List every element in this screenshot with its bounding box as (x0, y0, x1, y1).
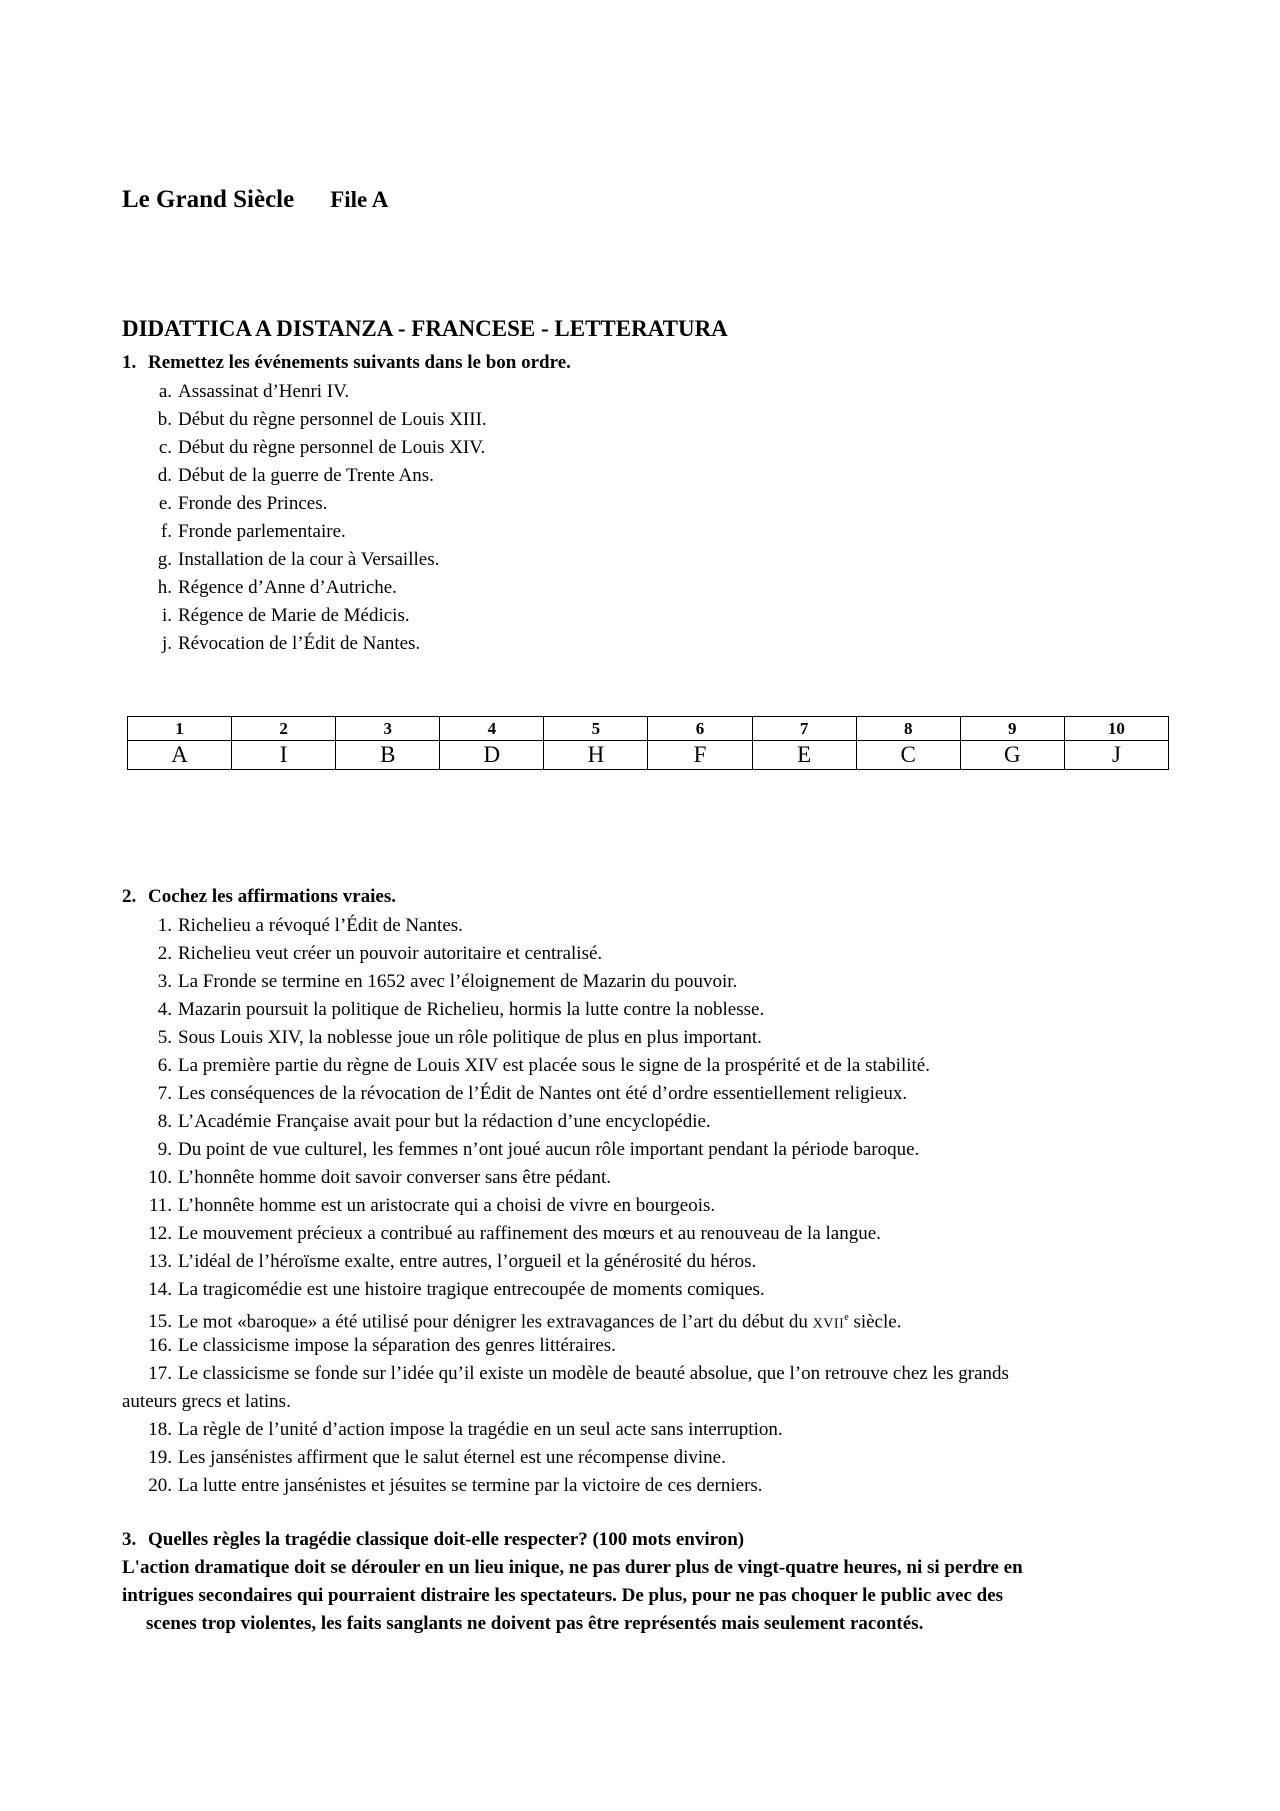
course-heading: DIDATTICA A DISTANZA - FRANCESE - LETTERATURA (122, 316, 728, 341)
item-marker: 7. (157, 1083, 172, 1104)
list-item (122, 1360, 1009, 1388)
item-marker: 9. (157, 1139, 172, 1160)
question-3-number: 3. (122, 1529, 137, 1550)
item-marker: 8. (157, 1111, 172, 1132)
item-text: La tragicomédie est une histoire tragique entrecoupée de moments comiques. (178, 1279, 765, 1300)
table-header-cell: 2 (232, 717, 336, 741)
item-marker: 6. (157, 1055, 172, 1076)
item-text: Le classicisme impose la séparation des genres littéraires. (178, 1335, 616, 1356)
list-item (122, 462, 487, 490)
item-marker: 19. (148, 1447, 172, 1468)
item-text: Les conséquences de la révocation de l’Édit de Nantes ont été d’ordre essentiellement religieux. (178, 1083, 908, 1104)
item-marker: b. (157, 409, 172, 430)
list-item (122, 912, 1009, 940)
item-text: Le mot «baroque» a été utilisé pour dénigrer les extravagances de l’art du début du (178, 1311, 813, 1333)
item-marker: g. (157, 549, 172, 570)
table-header-cell: 7 (752, 717, 856, 741)
century-superscript: e (844, 1312, 849, 1323)
list-item (122, 996, 1009, 1024)
list-item (122, 1080, 1009, 1108)
file-label: File A (330, 187, 389, 212)
list-item (122, 490, 487, 518)
item-text: Fronde parlementaire. (178, 521, 346, 542)
table-header-cell: 1 (128, 717, 232, 741)
item-text: Fronde des Princes. (178, 493, 328, 514)
item-marker: 17. (148, 1363, 172, 1384)
table-header-cell: 6 (648, 717, 752, 741)
list-item (122, 602, 487, 630)
document-title-row (122, 186, 388, 214)
table-cell: E (752, 741, 856, 770)
item-text: Régence de Marie de Médicis. (178, 605, 410, 626)
table-cell: H (544, 741, 648, 770)
item-marker: 1. (157, 915, 172, 936)
table-header-cell: 8 (856, 717, 960, 741)
item-marker: 14. (148, 1279, 172, 1300)
item-text-end: siècle. (848, 1311, 902, 1333)
item-marker: 2. (157, 943, 172, 964)
list-item (122, 1024, 1009, 1052)
item-marker: d. (157, 465, 172, 486)
question-1-events-list (122, 378, 487, 658)
item-text: La règle de l’unité d’action impose la tragédie en un seul acte sans interruption. (178, 1419, 783, 1440)
question-3-answer (122, 1554, 1182, 1638)
order-answer-table (127, 716, 1169, 770)
item-marker: 12. (148, 1223, 172, 1244)
table-header-cell: 4 (440, 717, 544, 741)
list-item (122, 1136, 1009, 1164)
list-item (122, 378, 487, 406)
century-numeral: XVII (812, 1316, 845, 1332)
question-1-number: 1. (122, 352, 137, 373)
item-marker: 4. (157, 999, 172, 1020)
question-3-text: Quelles règles la tragédie classique doit-elle respecter? (100 mots environ) (148, 1529, 745, 1550)
list-item (122, 1416, 1009, 1444)
item-text: Révocation de l’Édit de Nantes. (178, 633, 421, 654)
list-item (122, 1248, 1009, 1276)
table-cell: A (128, 741, 232, 770)
list-item (122, 1332, 1009, 1360)
table-header-cell: 10 (1064, 717, 1168, 741)
table-header-cell: 9 (960, 717, 1064, 741)
answer-line: L'action dramatique doit se dérouler en un lieu inique, ne pas durer plus de vingt-quatre heures, ni si perdre en (122, 1557, 1023, 1578)
item-marker: h. (157, 577, 172, 598)
item-marker: 13. (148, 1251, 172, 1272)
table-cell: C (856, 741, 960, 770)
item-text: Début du règne personnel de Louis XIV. (178, 437, 486, 458)
question-2-text: Cochez les affirmations vraies. (148, 886, 396, 907)
table-cell: F (648, 741, 752, 770)
document-title: Le Grand Siècle (122, 186, 295, 213)
table-cell: B (336, 741, 440, 770)
list-item (122, 546, 487, 574)
table-header-cell: 3 (336, 717, 440, 741)
table-cell: D (440, 741, 544, 770)
item-marker: f. (160, 521, 172, 542)
list-item (122, 574, 487, 602)
item-text: Le classicisme se fonde sur l’idée qu’il existe un modèle de beauté absolue, que l’on retrouve chez les grands (178, 1363, 1009, 1384)
question-2-number: 2. (122, 886, 137, 907)
question-3-prompt (122, 1529, 744, 1551)
table-cell: J (1064, 741, 1168, 770)
item-marker: a. (158, 381, 172, 402)
item-marker: 11. (148, 1195, 172, 1216)
item-marker: 16. (148, 1335, 172, 1356)
item-text: Du point de vue culturel, les femmes n’ont joué aucun rôle important pendant la période baroque. (178, 1139, 920, 1160)
item-marker: 18. (148, 1419, 172, 1440)
list-item (122, 1304, 1009, 1332)
item-marker: 15. (148, 1311, 172, 1333)
table-header-row (128, 717, 1169, 741)
answer-line: scenes trop violentes, les faits sanglants ne doivent pas être représentés mais seulement racontés. (146, 1613, 924, 1634)
table-cell: G (960, 741, 1064, 770)
item-marker: 5. (157, 1027, 172, 1048)
item-text: Mazarin poursuit la politique de Richelieu, hormis la lutte contre la noblesse. (178, 999, 765, 1020)
answer-line: intrigues secondaires qui pourraient distraire les spectateurs. De plus, pour ne pas choquer le public avec des (122, 1585, 1004, 1606)
list-item (122, 1108, 1009, 1136)
list-item (122, 1052, 1009, 1080)
question-2-statements-list (122, 912, 1009, 1500)
list-item (122, 1444, 1009, 1472)
item-text: Assassinat d’Henri IV. (178, 381, 350, 402)
item-text: Début du règne personnel de Louis XIII. (178, 409, 487, 430)
table-cell: I (232, 741, 336, 770)
question-1-prompt (122, 352, 571, 374)
item-marker: i. (161, 605, 172, 626)
item-text: Richelieu veut créer un pouvoir autoritaire et centralisé. (178, 943, 603, 964)
item-marker: 10. (148, 1167, 172, 1188)
item-text: Sous Louis XIV, la noblesse joue un rôle politique de plus en plus important. (178, 1027, 762, 1048)
list-item (122, 1164, 1009, 1192)
list-item-continuation (122, 1388, 1009, 1416)
item-text: L’Académie Française avait pour but la rédaction d’une encyclopédie. (178, 1111, 711, 1132)
item-text: Installation de la cour à Versailles. (178, 549, 440, 570)
item-text: La Fronde se termine en 1652 avec l’éloignement de Mazarin du pouvoir. (178, 971, 738, 992)
item-text: Richelieu a révoqué l’Édit de Nantes. (178, 915, 463, 936)
table-row (128, 741, 1169, 770)
item-text: Le mouvement précieux a contribué au raffinement des mœurs et au renouveau de la langue. (178, 1223, 881, 1244)
item-marker: e. (158, 493, 172, 514)
item-text: Début de la guerre de Trente Ans. (178, 465, 434, 486)
question-2-prompt (122, 886, 396, 908)
list-item (122, 1192, 1009, 1220)
item-marker: c. (158, 437, 172, 458)
item-text: Les jansénistes affirment que le salut éternel est une récompense divine. (178, 1447, 726, 1468)
list-item (122, 406, 487, 434)
question-1-text: Remettez les événements suivants dans le bon ordre. (148, 352, 571, 373)
table-header-cell: 5 (544, 717, 648, 741)
list-item (122, 940, 1009, 968)
item-marker: j. (161, 633, 172, 654)
list-item (122, 968, 1009, 996)
list-item (122, 1472, 1009, 1500)
item-marker: 20. (148, 1475, 172, 1496)
item-text: Régence d’Anne d’Autriche. (178, 577, 397, 598)
item-text: L’honnête homme est un aristocrate qui a choisi de vivre en bourgeois. (178, 1195, 716, 1216)
item-text: L’honnête homme doit savoir converser sans être pédant. (178, 1167, 612, 1188)
list-item (122, 518, 487, 546)
list-item (122, 434, 487, 462)
list-item (122, 1276, 1009, 1304)
list-item (122, 630, 487, 658)
item-text: L’idéal de l’héroïsme exalte, entre autres, l’orgueil et la générosité du héros. (178, 1251, 757, 1272)
item-text: La lutte entre jansénistes et jésuites se termine par la victoire de ces derniers. (178, 1475, 763, 1496)
item-text: auteurs grecs et latins. (122, 1391, 291, 1412)
list-item (122, 1220, 1009, 1248)
item-text: La première partie du règne de Louis XIV est placée sous le signe de la prospérité et de la stabilité. (178, 1055, 930, 1076)
item-marker: 3. (157, 971, 172, 992)
